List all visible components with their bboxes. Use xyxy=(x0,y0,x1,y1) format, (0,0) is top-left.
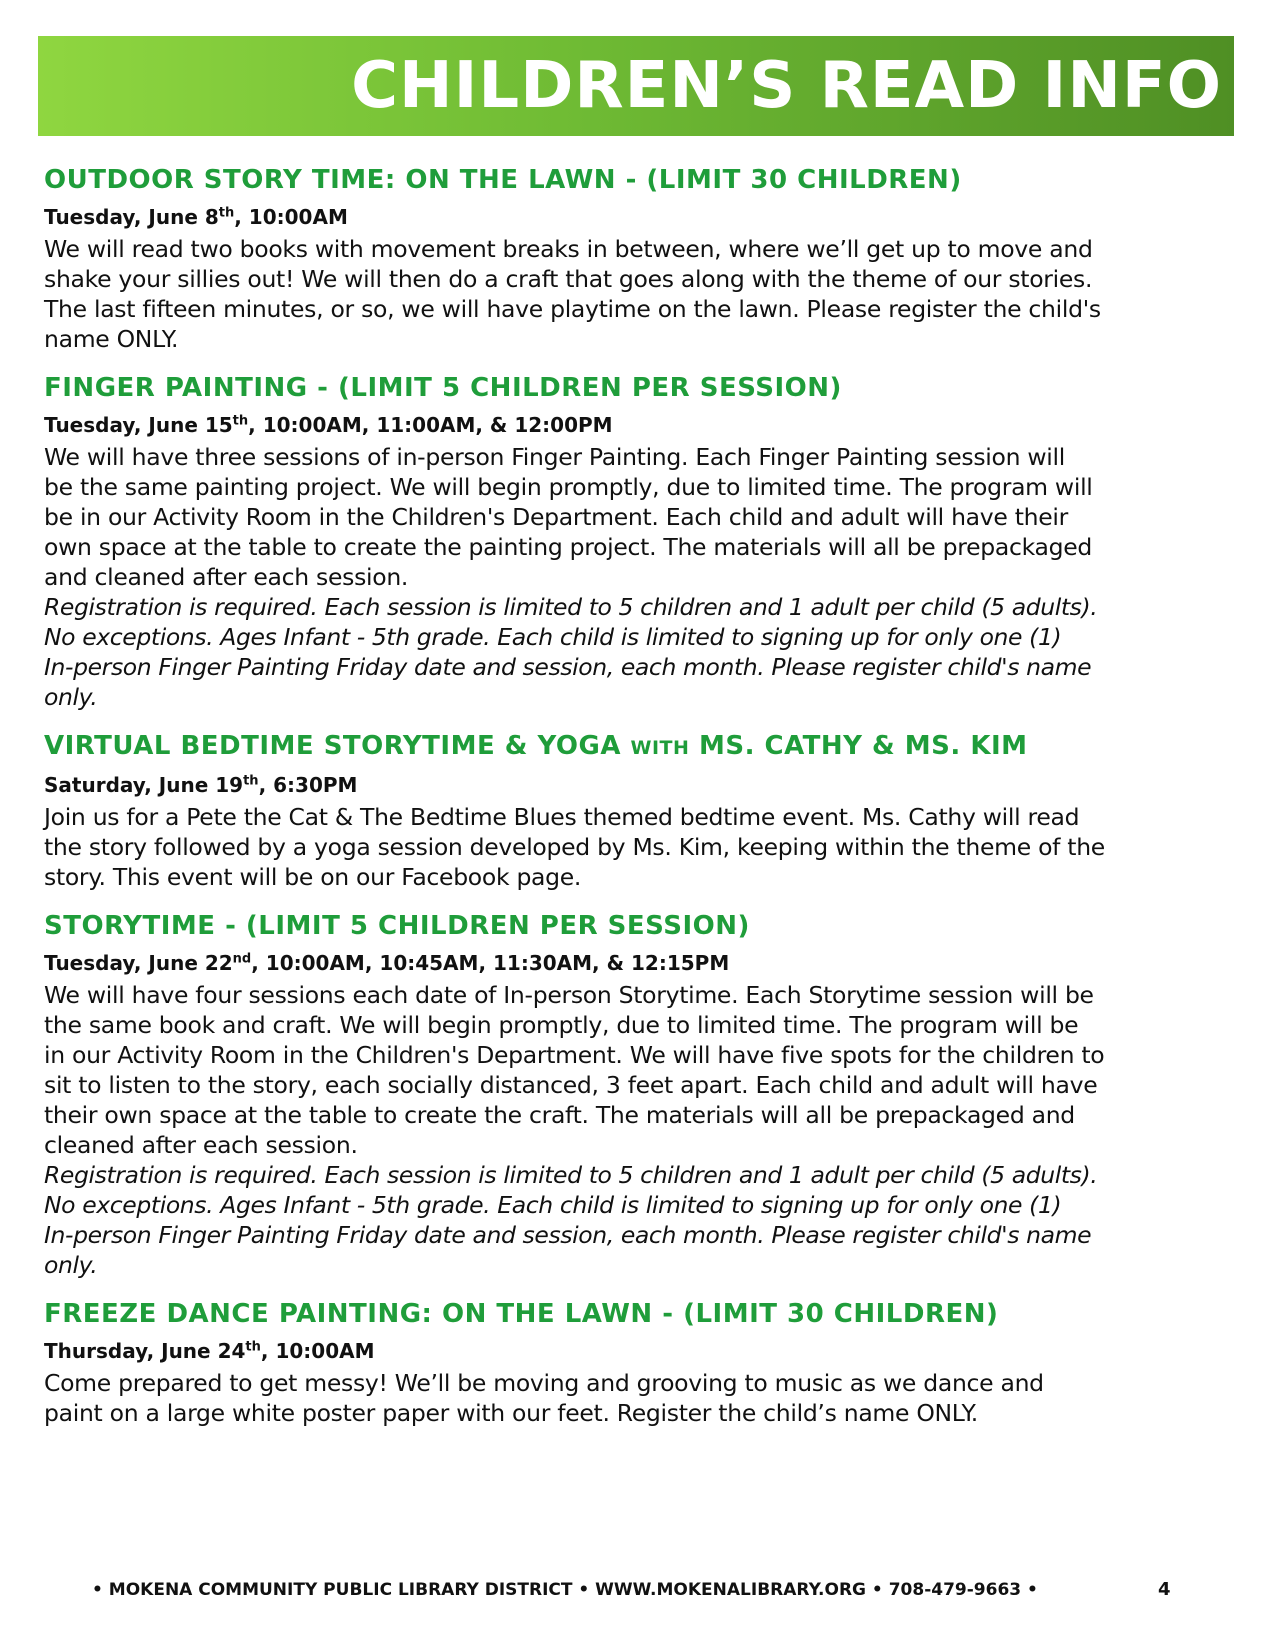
event-title: STORYTIME - (LIMIT 5 CHILDREN PER SESSION) xyxy=(44,911,750,941)
event-date-day: Saturday, June 19 xyxy=(44,773,244,797)
event-finger-painting xyxy=(44,368,1230,712)
description-line: The last fifteen minutes, or so, we will have playtime on the lawn. Please register the child's xyxy=(44,295,1101,323)
event-description xyxy=(44,802,1230,892)
event-date-day: Thursday, June 24 xyxy=(44,1339,246,1363)
event-outdoor-story-time xyxy=(44,160,1230,354)
event-description xyxy=(44,1368,1230,1428)
event-storytime xyxy=(44,906,1230,1280)
description-line: Join us for a Pete the Cat & The Bedtime Blues themed bedtime event. Ms. Cathy will read xyxy=(44,803,1080,831)
description-line: Come prepared to get messy! We’ll be moving and grooving to music as we dance and xyxy=(44,1369,1044,1397)
event-title: OUTDOOR STORY TIME: ON THE LAWN - (LIMIT 30 CHILDREN) xyxy=(44,165,962,195)
page-number: 4 xyxy=(1158,1579,1171,1600)
footer-contact-line: • MOKENA COMMUNITY PUBLIC LIBRARY DISTRICT • WWW.MOKENALIBRARY.ORG • 708-479-9663 • xyxy=(92,1580,1038,1600)
description-line: own space at the table to create the painting project. The materials will all be prepackaged xyxy=(44,533,1092,561)
note-line: No exceptions. Ages Infant - 5th grade. Each child is limited to signing up for only one (1) xyxy=(44,1191,1062,1219)
event-date-time: , 10:00AM xyxy=(234,205,348,229)
description-line: paint on a large white poster paper with our feet. Register the child’s name ONLY. xyxy=(44,1399,978,1427)
registration-note xyxy=(44,1160,1230,1280)
note-line: only. xyxy=(44,1251,98,1279)
description-line: We will read two books with movement breaks in between, where we’ll get up to move and xyxy=(44,235,1093,263)
note-line: No exceptions. Ages Infant - 5th grade. Each child is limited to signing up for only one (1) xyxy=(44,623,1062,651)
header-banner xyxy=(38,36,1234,136)
event-description xyxy=(44,980,1230,1160)
event-date-time: , 10:00AM, 10:45AM, 11:30AM, & 12:15PM xyxy=(251,951,730,975)
description-line: and cleaned after each session. xyxy=(44,563,409,591)
note-line: only. xyxy=(44,683,98,711)
description-line: cleaned after each session. xyxy=(44,1131,358,1159)
note-line: In-person Finger Painting Friday date and session, each month. Please register child's name xyxy=(44,1221,1092,1249)
note-line: Registration is required. Each session is limited to 5 children and 1 adult per child (5 adults). xyxy=(44,1161,1098,1189)
event-date-suffix: th xyxy=(245,1339,261,1355)
event-date-day: Tuesday, June 15 xyxy=(44,413,233,437)
description-line: shake your sillies out! We will then do a craft that goes along with the theme of our stories. xyxy=(44,265,1093,293)
event-title-part: VIRTUAL BEDTIME STORYTIME & YOGA xyxy=(44,731,631,761)
description-line: We will have three sessions of in-person Finger Painting. Each Finger Painting session will xyxy=(44,443,1065,471)
event-title-part: MS. CATHY & MS. KIM xyxy=(689,731,1028,761)
event-description xyxy=(44,234,1230,354)
description-line: sit to listen to the story, each socially distanced, 3 feet apart. Each child and adult will have xyxy=(44,1071,1098,1099)
page-title: CHILDREN’S READ INFO xyxy=(351,49,1222,123)
event-title: FINGER PAINTING - (LIMIT 5 CHILDREN PER SESSION) xyxy=(44,373,842,403)
event-title xyxy=(44,726,1230,768)
event-title: FREEZE DANCE PAINTING: ON THE LAWN - (LIMIT 30 CHILDREN) xyxy=(44,1299,999,1329)
description-line: in our Activity Room in the Children's Department. We will have five spots for the children to xyxy=(44,1041,1105,1069)
event-date xyxy=(44,200,1230,234)
description-line: name ONLY. xyxy=(44,325,179,353)
event-date xyxy=(44,946,1230,980)
page-footer xyxy=(0,1575,1275,1605)
event-date-suffix: th xyxy=(232,413,249,429)
event-title-part: WITH xyxy=(630,737,690,759)
description-line: story. This event will be on our Facebook page. xyxy=(44,863,582,891)
event-date-suffix: th xyxy=(218,205,235,221)
event-date-day: Tuesday, June 22 xyxy=(44,951,233,975)
note-line: Registration is required. Each session is limited to 5 children and 1 adult per child (5 adults). xyxy=(44,593,1098,621)
description-line: the same book and craft. We will begin promptly, due to limited time. The program will be xyxy=(44,1011,1079,1039)
registration-note xyxy=(44,592,1230,712)
note-line: In-person Finger Painting Friday date and session, each month. Please register child's name xyxy=(44,653,1092,681)
event-description xyxy=(44,442,1230,592)
event-date xyxy=(44,1334,1230,1368)
description-line: We will have four sessions each date of In-person Storytime. Each Storytime session will be xyxy=(44,981,1094,1009)
events-list xyxy=(44,160,1230,1442)
event-date-time: , 10:00AM xyxy=(260,1339,375,1363)
event-date-suffix: nd xyxy=(232,951,252,967)
event-date xyxy=(44,768,1230,802)
description-line: be the same painting project. We will begin promptly, due to limited time. The program will xyxy=(44,473,1093,501)
event-freeze-dance-painting xyxy=(44,1294,1230,1428)
description-line: be in our Activity Room in the Children's Department. Each child and adult will have their xyxy=(44,503,1068,531)
event-date-day: Tuesday, June 8 xyxy=(44,205,219,229)
event-date-time: , 6:30PM xyxy=(258,773,358,797)
event-date-time: , 10:00AM, 11:00AM, & 12:00PM xyxy=(248,413,613,437)
event-date xyxy=(44,408,1230,442)
description-line: the story followed by a yoga session developed by Ms. Kim, keeping within the theme of the xyxy=(44,833,1105,861)
event-virtual-bedtime-storytime xyxy=(44,726,1230,892)
description-line: their own space at the table to create the craft. The materials will all be prepackaged and xyxy=(44,1101,1075,1129)
event-date-suffix: th xyxy=(243,773,259,789)
